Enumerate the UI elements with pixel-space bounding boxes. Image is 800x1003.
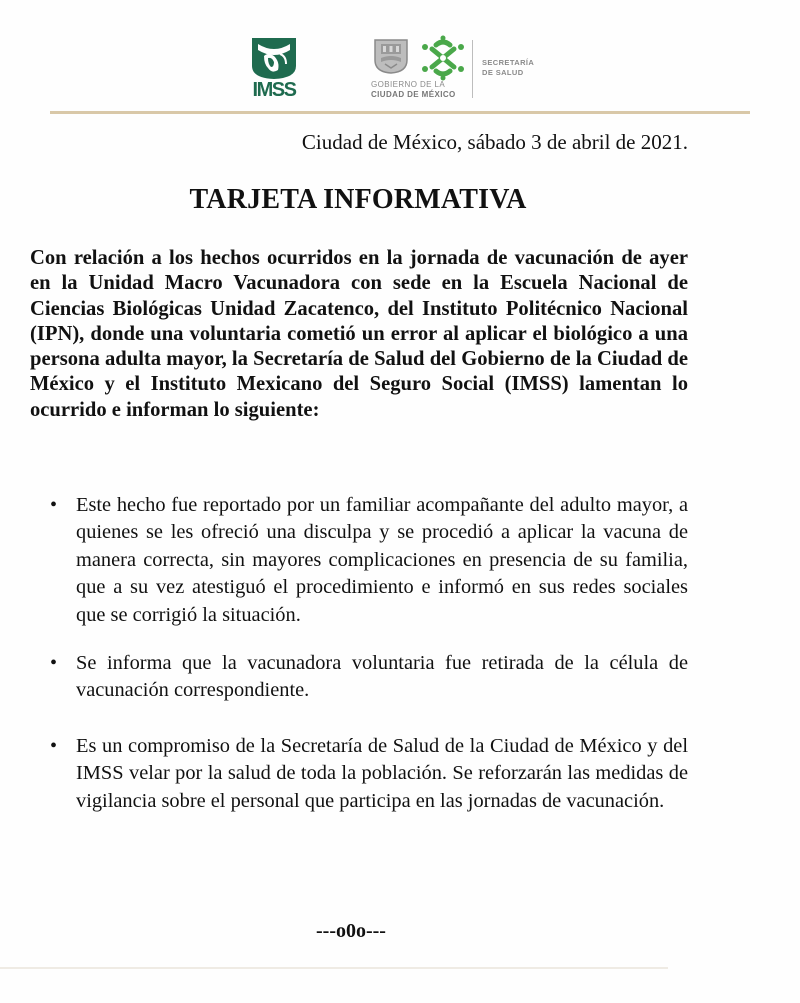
intro-paragraph: Con relación a los hechos ocurridos en la jornada de vacunación de ayer en la Unidad Macro Vacunadora con sede en la Escuela Nacional de Ciencias Biológicas Unidad Zacatenco, del Instituto Politécnico Nacional (IPN), donde una voluntaria cometió un error al aplicar el biológico a una persona adulta mayor, la Secretaría de Salud del Gobierno de la Ciudad de México y el Instituto Mexicano del Seguro Social (IMSS) lamentan lo ocurrido e informan lo siguiente: [30,247,688,421]
footer-divider [0,967,668,969]
bullet-text: Este hecho fue reportado por un familiar acompañante del adulto mayor, a quienes se les ofreció una disculpa y se procedió a aplicar la vacuna de manera correcta, sin mayores complicaciones en presencia de su familia, que a su vez atestiguó el procedimiento e informó en sus redes sociales que se corrigió la situación. [76,494,688,626]
bullet-icon: • [50,652,58,675]
secretaria-line-2: DE SALUD [482,68,524,77]
imss-shield-icon [250,36,298,80]
secretaria-line-1: SECRETARÍA [482,58,535,67]
cdmx-knot-logo-icon [420,35,466,81]
bullet-icon: • [50,734,58,757]
gobierno-line-2: CIUDAD DE MÉXICO [371,90,456,99]
gobierno-line-1: GOBIERNO DE LA [371,80,446,89]
closing-mark: ---o0o--- [316,920,386,942]
imss-logo [246,36,302,102]
bullet-item [30,733,688,815]
bullet-text: Se informa que la vacunadora voluntaria fue retirada de la célula de vacunación correspondiente. [76,652,688,702]
bullet-item [30,492,688,629]
imss-wordmark: IMSS [252,79,296,101]
bullet-text: Es un compromiso de la Secretaría de Salud de la Ciudad de México y del IMSS velar por la salud de toda la población. Se reforzarán las medidas de vigilancia sobre el personal que participa en las jornadas de vacunación. [76,734,688,812]
document-title: TARJETA INFORMATIVA [189,184,527,215]
document-date: Ciudad de México, sábado 3 de abril de 2021. [301,130,688,154]
header-logos [0,30,800,105]
cdmx-coat-of-arms-icon [373,38,409,74]
logo-divider [472,40,473,98]
secretaria-salud-wordmark [482,58,534,78]
bullet-icon: • [50,494,58,516]
bullet-item [30,650,688,705]
bullet-list [30,492,688,815]
header-divider [50,111,750,114]
gobierno-cdmx-wordmark [371,80,471,100]
